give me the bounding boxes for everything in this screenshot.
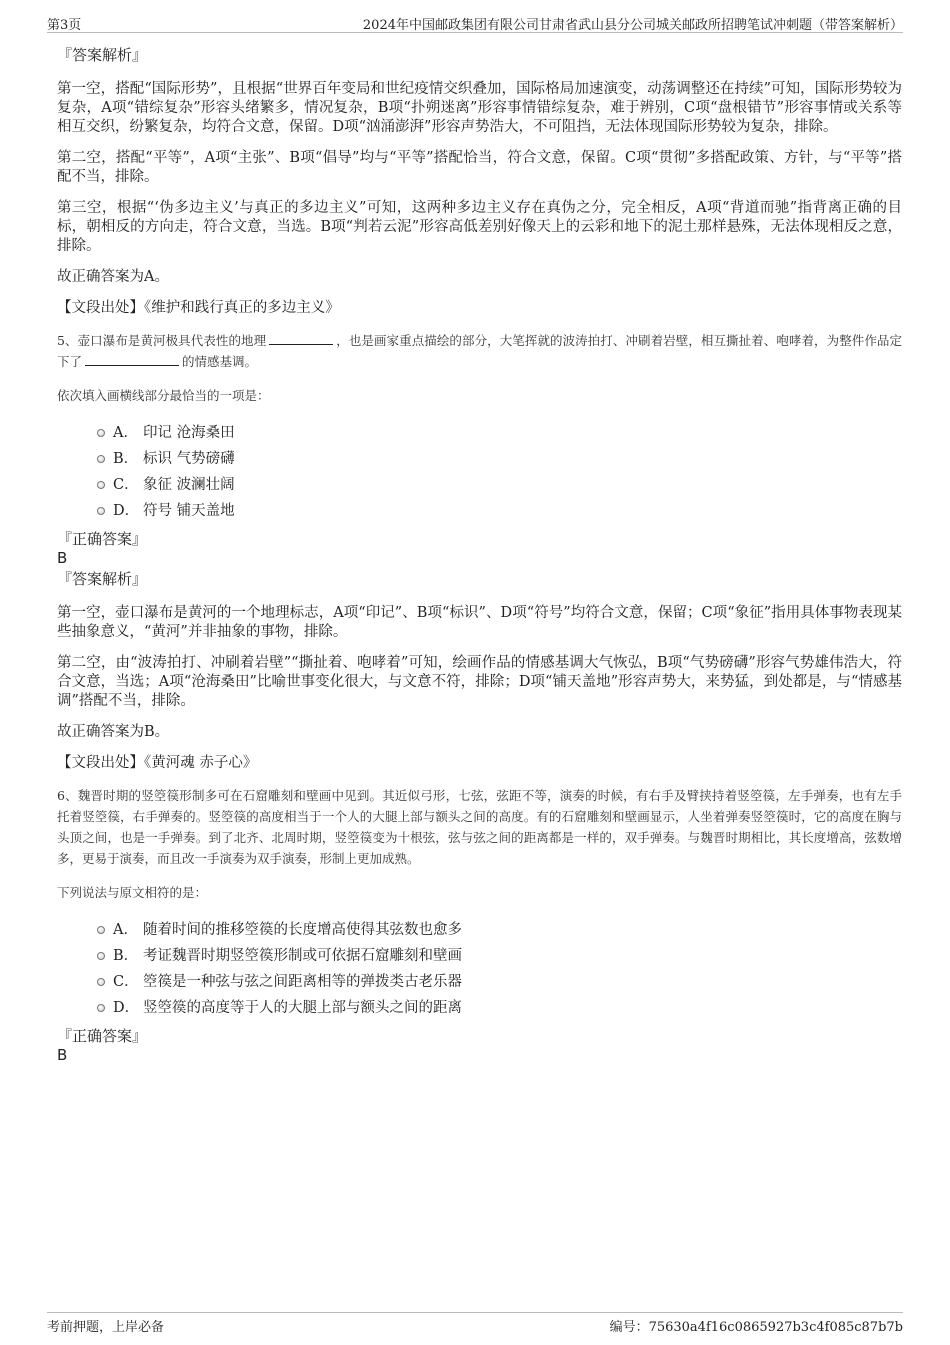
option-d[interactable] (97, 498, 902, 524)
document-title: 2024年中国邮政集团有限公司甘肃省武山县分公司城关邮政所招聘笔试冲刺题（带答案解析） (362, 18, 903, 33)
page-header (47, 12, 903, 33)
analysis-label: 『答案解析』 (57, 46, 148, 64)
source-citation: 【文段出处】《黄河魂 赤子心》 (57, 755, 258, 771)
option-b[interactable] (97, 943, 902, 969)
option-letter: D． (113, 503, 140, 519)
option-text: 箜篌是一种弦与弦之间距离相等的弹拨类古老乐器 (143, 974, 462, 990)
analysis-paragraph: 第一空，壶口瀑布是黄河的一个地理标志，A项“印记”、B项“标识”、D项“符号”均符合文意，保留；C项“象征”指用具体事物表现某些抽象意义，“黄河”并非抽象的事物，排除。 (57, 605, 902, 640)
option-a[interactable] (97, 420, 902, 446)
option-text: 竖箜篌的高度等于人的大腿上部与额头之间的距离 (143, 1000, 462, 1016)
question-5-part3: 的情感基调。 (182, 354, 258, 369)
option-text: 符号 铺天盖地 (143, 503, 235, 519)
correct-answer-value: B (57, 549, 68, 567)
radio-button-icon[interactable] (97, 507, 105, 515)
footer-slogan: 考前押题，上岸必备 (47, 1320, 165, 1335)
radio-button-icon[interactable] (97, 429, 105, 437)
question-6-options (57, 917, 902, 1021)
page-number: 第3页 (47, 18, 82, 33)
option-letter: D． (113, 1000, 140, 1016)
option-letter: B． (113, 451, 139, 467)
question-5-part2: ，也是画家重点描绘的部分，大笔挥就的波涛拍打、冲刷着岩壁，相互撕扯着、咆哮着，为整件作品定下了 (57, 333, 902, 369)
question-6-prompt: 下列说法与原文相符的是： (57, 885, 208, 900)
option-text: 考证魏晋时期竖箜篌形制或可依据石窟雕刻和壁画 (143, 948, 462, 964)
page-footer (47, 1312, 903, 1335)
question-5-part1: 5、壶口瀑布是黄河极具代表性的地理 (57, 333, 267, 348)
option-letter: C． (113, 477, 139, 493)
radio-button-icon[interactable] (97, 455, 105, 463)
option-b[interactable] (97, 446, 902, 472)
fill-blank-1 (269, 332, 333, 345)
option-letter: A． (113, 425, 138, 441)
option-text: 随着时间的推移箜篌的长度增高使得其弦数也愈多 (143, 922, 462, 938)
question-5-options (57, 420, 902, 524)
analysis-conclusion: 故正确答案为A。 (57, 269, 169, 285)
radio-button-icon[interactable] (97, 952, 105, 960)
radio-button-icon[interactable] (97, 978, 105, 986)
correct-answer-value: B (57, 1046, 68, 1064)
option-a[interactable] (97, 917, 902, 943)
analysis-label: 『答案解析』 (57, 570, 148, 588)
option-c[interactable] (97, 969, 902, 995)
option-letter: C． (113, 974, 139, 990)
source-citation: 【文段出处】《维护和践行真正的多边主义》 (57, 300, 340, 316)
question-5-prompt: 依次填入画横线部分最恰当的一项是： (57, 388, 270, 403)
radio-button-icon[interactable] (97, 926, 105, 934)
radio-button-icon[interactable] (97, 481, 105, 489)
option-text: 标识 气势磅礴 (143, 451, 235, 467)
analysis-paragraph: 第二空，搭配“平等”，A项“主张”、B项“倡导”均与“平等”搭配恰当，符合文意，保留。C项“贯彻”多搭配政策、方针，与“平等”搭配不当，排除。 (57, 150, 902, 185)
page-content (57, 44, 902, 1065)
option-letter: B． (113, 948, 139, 964)
question-6-text: 6、魏晋时期的竖箜篌形制多可在石窟雕刻和壁画中见到。其近似弓形，七弦，弦距不等，演奏的时候，有右手及臂挟持着竖箜篌，左手弹奏，也有左手托着竖箜篌，右手弹奏的。竖箜篌的高度相当于一个人的大腿上部与额头之间的高度。有的石窟雕刻和壁画显示，人坐着弹奏竖箜篌时，它的高度在胸与头顶之间，也是一手弹奏。到了北齐、北周时期，竖箜篌变为十根弦，弦与弦之间的距离都是一样的，双手弹奏。与魏晋时期相比，其长度增高，弦数增多，更易于演奏，而且改一手演奏为双手演奏，形制上更加成熟。 (57, 788, 902, 866)
correct-answer-label: 『正确答案』 (57, 1027, 148, 1045)
option-text: 印记 沧海桑田 (143, 425, 235, 441)
fill-blank-2 (85, 353, 179, 366)
analysis-paragraph: 第二空，由“波涛拍打、冲刷着岩壁”“撕扯着、咆哮着”可知，绘画作品的情感基调大气恢弘，B项“气势磅礴”形容气势雄伟浩大，符合文意，当选；A项“沧海桑田”比喻世事变化很大，与文意不符，排除；D项“铺天盖地”形容声势大，来势猛，到处都是，与“情感基调”搭配不当，排除。 (57, 655, 902, 709)
question-5-text (57, 330, 902, 372)
correct-answer-label: 『正确答案』 (57, 530, 148, 548)
option-letter: A． (113, 922, 138, 938)
document-id: 编号：75630a4f16c0865927b3c4f085c87b7b (609, 1320, 903, 1335)
radio-button-icon[interactable] (97, 1004, 105, 1012)
analysis-paragraph: 第三空，根据“‘伪多边主义’与真正的多边主义”可知，这两种多边主义存在真伪之分，完全相反，A项“背道而驰”指背离正确的目标，朝相反的方向走，符合文意，当选。B项“判若云泥”形容高低差别好像天上的云彩和地下的泥土那样悬殊，无法体现相反之意，排除。 (57, 200, 902, 254)
option-d[interactable] (97, 995, 902, 1021)
analysis-paragraph: 第一空，搭配“国际形势”，且根据“世界百年变局和世纪疫情交织叠加，国际格局加速演变，动荡调整还在持续”可知，国际形势较为复杂，A项“错综复杂”形容头绪繁多，情况复杂，B项“扑朔迷离”形容事情错综复杂，难于辨别，C项“盘根错节”形容事情或关系等相互交织，纷繁复杂，均符合文意，保留。D项“汹涌澎湃”形容声势浩大，不可阻挡，无法体现国际形势较为复杂，排除。 (57, 81, 902, 135)
analysis-conclusion: 故正确答案为B。 (57, 724, 170, 740)
option-c[interactable] (97, 472, 902, 498)
option-text: 象征 波澜壮阔 (143, 477, 235, 493)
